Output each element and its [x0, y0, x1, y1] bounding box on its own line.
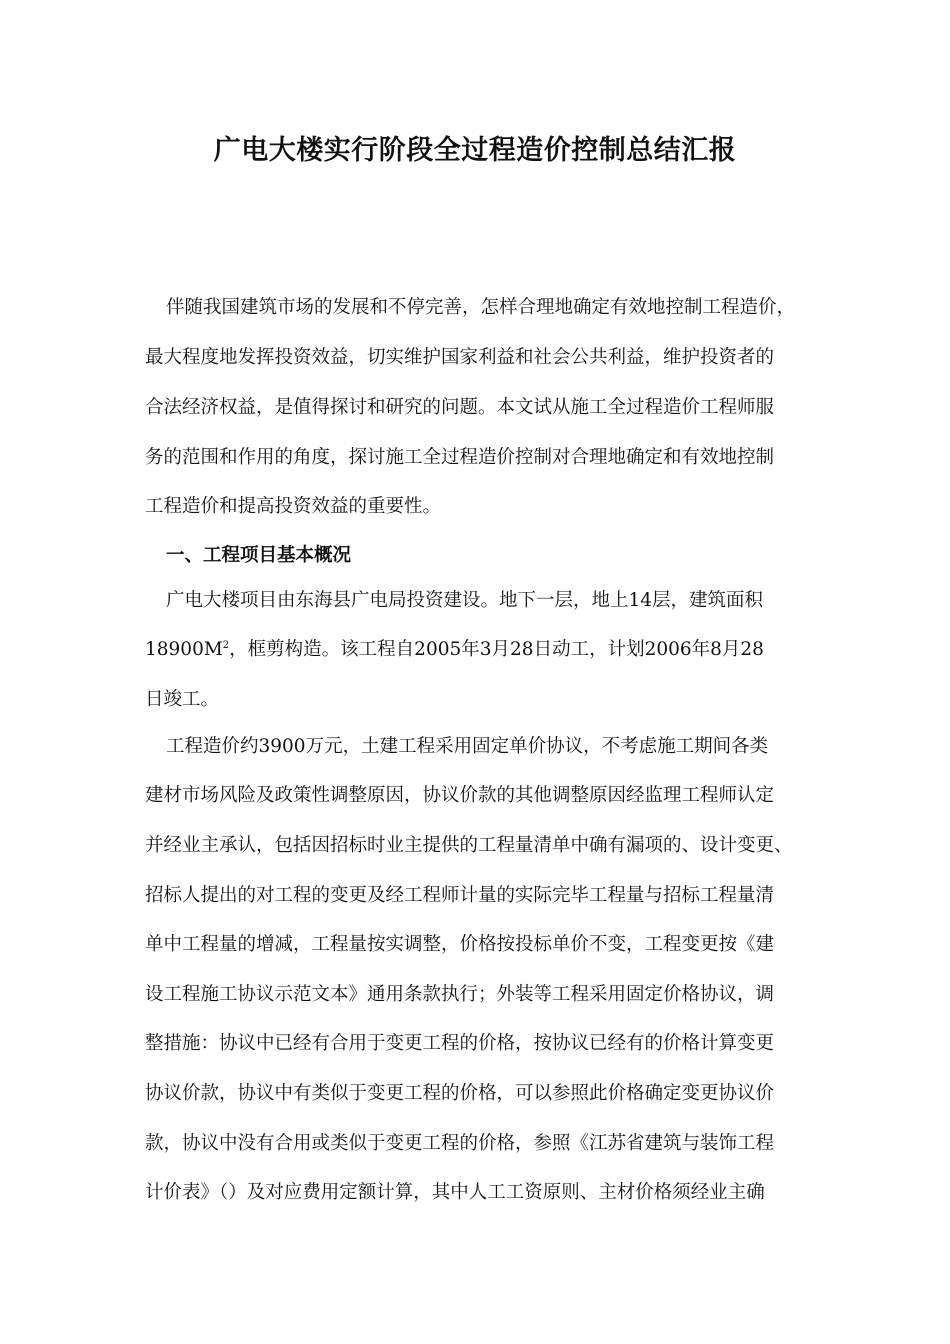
overview-line-2: [145, 637, 815, 663]
cost-line-10: 计价表》（）及对应费用定额计算，其中人工工资原则、主材价格须经业主确: [145, 1182, 765, 1203]
overview-line-1: 广电大楼项目由东海县广电局投资建设。地下一层，地上14层，建筑面积: [166, 590, 764, 611]
cost-line-2: 建材市场风险及政策性调整原因，协议价款的其他调整原因经监理工程师认定: [145, 785, 775, 806]
section-heading: 一、工程项目基本概况: [166, 545, 352, 566]
intro-line-4: 务的范围和作用的角度，探讨施工全过程造价控制对合理地确定和有效地控制: [145, 447, 775, 468]
cost-line-3: 并经业主承认，包括因招标时业主提供的工程量清单中确有漏项的、设计变更、: [145, 835, 793, 856]
document-title: 广电大楼实行阶段全过程造价控制总结汇报: [213, 135, 737, 166]
intro-line-1: 伴随我国建筑市场的发展和不停完善，怎样合理地确定有效地控制工程造价，: [166, 297, 796, 318]
cost-line-8: 协议价款，协议中有类似于变更工程的价格，可以参照此价格确定变更协议价: [145, 1083, 775, 1104]
cost-line-1: 工程造价约3900万元，土建工程采用固定单价协议，不考虑施工期间各类: [166, 736, 769, 757]
area-superscript: 2: [222, 639, 230, 651]
intro-line-3: 合法经济权益，是值得探讨和研究的问题。本文试从施工全过程造价工程师服: [145, 397, 775, 418]
overview-line-2-rest: ，框剪构造。该工程自2005年3月28日动工，计划2006年8月28: [229, 639, 764, 660]
cost-line-4: 招标人提出的对工程的变更及经工程师计量的实际完毕工程量与招标工程量清: [145, 885, 775, 906]
intro-line-2: 最大程度地发挥投资效益，切实维护国家利益和社会公共利益，维护投资者的: [145, 347, 775, 368]
intro-line-5: 工程造价和提高投资效益的重要性。: [145, 496, 442, 517]
cost-line-5: 单中工程量的增减，工程量按实调整，价格按投标单价不变，工程变更按《建: [145, 934, 775, 955]
area-value: 18900M: [145, 639, 223, 660]
overview-line-3: 日竣工。: [145, 689, 220, 710]
cost-line-6: 设工程施工协议示范文本》通用条款执行；外装等工程采用固定价格协议，调: [145, 984, 775, 1005]
cost-line-9: 款，协议中没有合用或类似于变更工程的价格，参照《江苏省建筑与装饰工程: [145, 1133, 775, 1154]
cost-line-7: 整措施：协议中已经有合用于变更工程的价格，按协议已经有的价格计算变更: [145, 1033, 775, 1054]
